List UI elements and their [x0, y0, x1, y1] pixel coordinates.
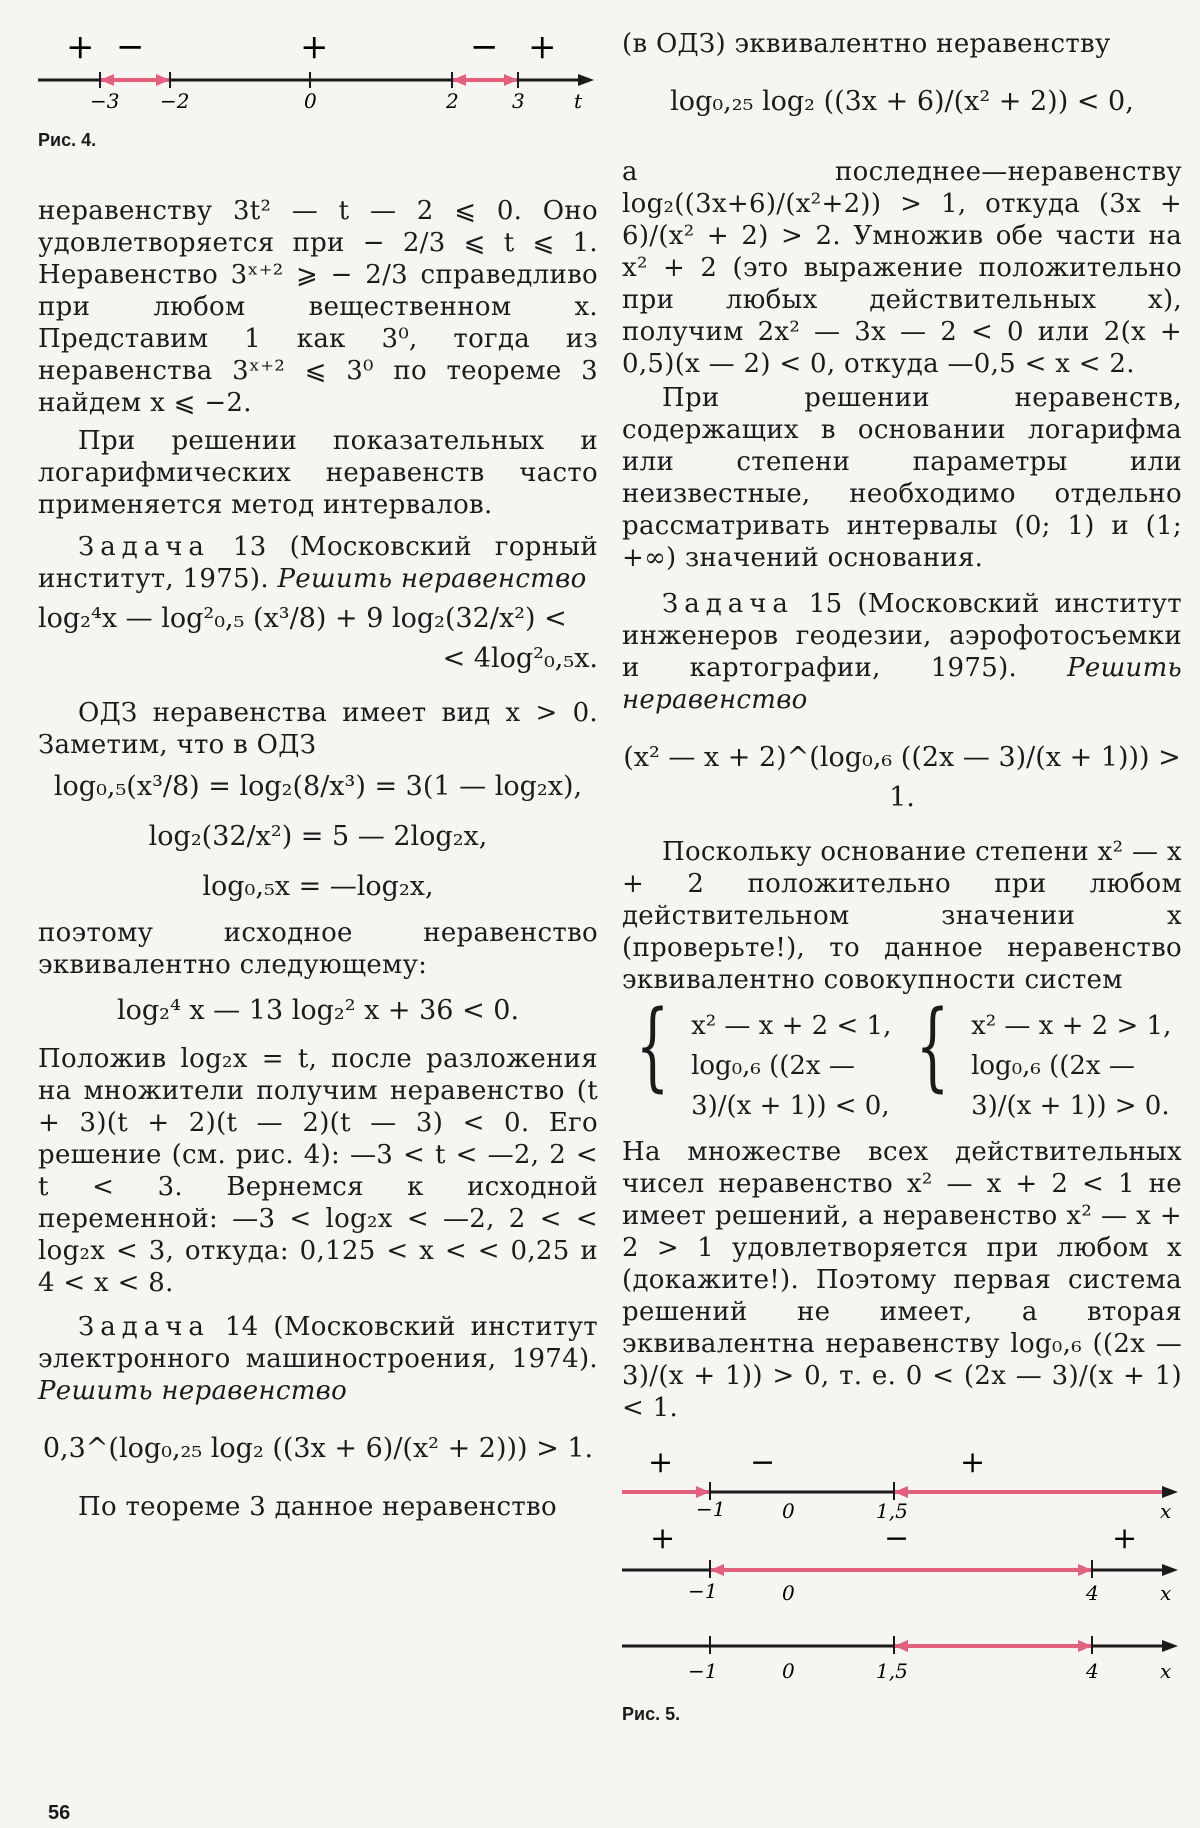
fig5-row3-label-2: 0 [782, 1659, 795, 1683]
system-1-line-1: x² — x + 2 < 1, [691, 1011, 892, 1041]
fig5-row2-label-3: 4 [1086, 1581, 1099, 1605]
equation-odz-2: log₂(32/x²) = 5 — 2log₂x, [148, 821, 488, 852]
fig4-label-5: 3 [512, 89, 525, 112]
fig4-interval-2-arrow-left [452, 74, 466, 86]
system-1-brace: { [635, 990, 670, 1102]
fig5-row1-label-2: 0 [782, 1499, 795, 1523]
fig4-label-4: 2 [446, 89, 459, 112]
left-paragraph-5: Положив log₂x = t, после разложения на множители получим неравенство (t + 3)(t + 2)(t — 2)(t — 3) < 0. Его решение (см. рис. 4): —3 < t < —2, 2 < t < 3. Вернемся к исходной переменной: —3 < log₂x < —2, 2 < < log₂x < 3, откуда: 0,125 < x < < 0,25 и 4 < x < 8. [38, 1044, 598, 1298]
figure-5 [622, 1442, 1182, 1725]
system-2-brace: { [915, 990, 950, 1102]
fig4-label-2: −2 [160, 89, 190, 112]
right-paragraph-2: а последнее—неравенству log₂((3x+6)/(x²+2)) > 1, откуда (3x + 6)/(x² + 2) > 2. Умножив обе части на x² + 2 (это выражение положительно при любых действительных x), получим 2x² — 3x — 2 < 0 или 2(x + 0,5)(x — 2) < 0, откуда —0,5 < x < 2. [622, 157, 1182, 379]
figure-4 [38, 22, 598, 151]
fig4-sign-1: + [66, 27, 95, 67]
equation-odz-1: log₀,₅(x³/8) = log₂(8/x³) = 3(1 — log₂x), [53, 771, 583, 802]
fig4-interval-1-arrow-left [100, 74, 114, 86]
fig4-interval-1-arrow-right [156, 74, 170, 86]
fig4-sign-3: + [300, 27, 329, 67]
task-14-label: Задача [78, 1312, 210, 1342]
fig4-axis-arrow [578, 74, 594, 86]
left-column [38, 0, 598, 1523]
fig4-label-6: t [574, 89, 583, 112]
page-number: 56 [48, 1802, 71, 1824]
task-13-instruction: Решить неравенство [277, 564, 587, 594]
right-paragraph-1: (в ОДЗ) эквивалентно неравенству [622, 29, 1111, 59]
fig5-row3-label-1: −1 [688, 1659, 718, 1683]
equation-odz-3: log₀,₅x = —log₂x, [202, 871, 434, 902]
fig5-row1-label-3: 1,5 [876, 1499, 908, 1523]
figure-4-axis [38, 22, 598, 112]
equation-13-line-2: < 4log²₀,₅x. [442, 643, 598, 674]
fig5-row3-interval-arrow-right [1078, 1640, 1092, 1652]
task-15-source: 15 (Московский институт инженеров геодезии, аэрофотосъемки и картографии, 1975). [622, 589, 1182, 683]
figure-5-axes [622, 1442, 1182, 1702]
fig5-row2-interval-arrow-left [710, 1564, 724, 1576]
fig5-row2-label-2: 0 [782, 1581, 795, 1605]
fig5-row1-sign-3: + [960, 1445, 986, 1480]
right-paragraph-3: При решении неравенств, содержащих в основании логарифма или степени параметры или неизвестные, необходимо отдельно рассматривать интервалы (0; 1) и (1; +∞) значений основания. [622, 383, 1182, 573]
fig4-sign-5: + [528, 27, 557, 67]
fig5-row2-arrow [1162, 1564, 1178, 1576]
task-15-label: Задача [662, 589, 794, 619]
right-column [622, 0, 1182, 1725]
fig5-row1-label-1: −1 [696, 1497, 726, 1521]
fig5-row1-label-4: x [1160, 1499, 1172, 1523]
fig5-row3-label-5: x [1160, 1659, 1172, 1683]
system-2 [902, 990, 1182, 1126]
task-13-label: Задача [78, 532, 210, 562]
fig5-row3-label-3: 1,5 [876, 1659, 908, 1683]
task-13-heading [38, 531, 598, 595]
fig5-row1-interval-right-arrow [894, 1486, 908, 1498]
left-paragraph-2: При решении показательных и логарифмических неравенств часто применяется метод интервалов. [38, 426, 598, 520]
fig5-row3-arrow [1162, 1640, 1178, 1652]
fig4-interval-2-arrow-right [504, 74, 518, 86]
task-14-source: 14 (Московский институт электронного машиностроения, 1974). [38, 1312, 598, 1374]
task-14-instruction: Решить неравенство [38, 1376, 348, 1406]
fig5-row1-sign-1: + [648, 1445, 674, 1480]
fig5-row1-arrow [1162, 1486, 1178, 1498]
fig4-sign-2: − [116, 27, 145, 67]
equation-15: (x² — x + 2)^(log₀,₆ ((2x — 3)/(x + 1))) > 1. [623, 742, 1181, 813]
figure-5-caption: Рис. 5. [622, 1704, 681, 1724]
left-paragraph-4: поэтому исходное неравенство эквивалентно следующему: [38, 918, 598, 980]
figure-4-caption: Рис. 4. [38, 130, 97, 150]
system-of-inequalities [622, 990, 1182, 1126]
left-paragraph-1: неравенству 3t² — t — 2 ⩽ 0. Оно удовлетворяется при − 2/3 ⩽ t ⩽ 1. Неравенство 3ˣ⁺² ⩾ − 2/3 справедливо при любом вещественном x. Представим 1 как 3⁰, тогда из неравенства 3ˣ⁺² ⩽ 3⁰ по теореме 3 найдем x ⩽ −2. [38, 196, 598, 418]
left-paragraph-6: По теореме 3 данное неравенство [78, 1492, 557, 1522]
right-equation-1: log₀,₂₅ log₂ ((3x + 6)/(x² + 2)) < 0, [670, 86, 1134, 117]
system-2-line-2: log₀,₆ ((2x — 3)/(x + 1)) > 0. [971, 1051, 1170, 1121]
equation-equivalent: log₂⁴ x — 13 log₂² x + 36 < 0. [116, 995, 520, 1026]
system-2-line-1: x² — x + 2 > 1, [971, 1011, 1172, 1041]
task-13-source: 13 (Московский горный институт, 1975). [38, 532, 598, 594]
fig4-label-3: 0 [304, 89, 317, 112]
fig4-label-1: −3 [90, 89, 120, 112]
task-15-instruction: Решить неравенство [622, 653, 1182, 715]
fig4-sign-4: − [470, 27, 499, 67]
fig5-row3-label-4: 4 [1086, 1659, 1099, 1683]
fig5-row2-label-1: −1 [688, 1579, 718, 1603]
right-paragraph-5: На множестве всех действительных чисел неравенство x² — x + 2 < 1 не имеет решений, а неравенство x² — x + 2 > 1 удовлетворяется при любом x (докажите!). Поэтому первая система решений не имеет, а вторая эквивалентна неравенству log₀,₆ ((2x — 3)/(x + 1)) > 0, т. е. 0 < (2x — 3)/(x + 1) < 1. [622, 1137, 1182, 1423]
fig5-row2-sign-1: + [650, 1521, 676, 1556]
system-1-line-2: log₀,₆ ((2x — 3)/(x + 1)) < 0, [691, 1051, 890, 1121]
equation-14: 0,3^(log₀,₂₅ log₂ ((3x + 6)/(x² + 2))) > 1. [42, 1433, 594, 1464]
task-14-heading [38, 1311, 598, 1407]
equation-13-line-1: log₂⁴x — log²₀,₅ (x³/8) + 9 log₂(32/x²) < [38, 603, 567, 634]
fig5-row2-interval-arrow-right [1078, 1564, 1092, 1576]
fig5-row2-sign-2: − [884, 1521, 910, 1556]
task-15-heading [622, 588, 1182, 716]
system-1 [622, 990, 902, 1126]
right-paragraph-4: Поскольку основание степени x² — x + 2 положительно при любом действительном значении x (проверьте!), то данное неравенство эквивалентно совокупности систем [622, 837, 1182, 995]
fig5-row1-sign-2: − [750, 1445, 776, 1480]
fig5-row2-label-4: x [1160, 1581, 1172, 1605]
fig5-row2-sign-3: + [1112, 1521, 1138, 1556]
fig5-row3-interval-arrow-left [894, 1640, 908, 1652]
left-paragraph-3: ОДЗ неравенства имеет вид x > 0. Заметим, что в ОДЗ [38, 698, 598, 760]
